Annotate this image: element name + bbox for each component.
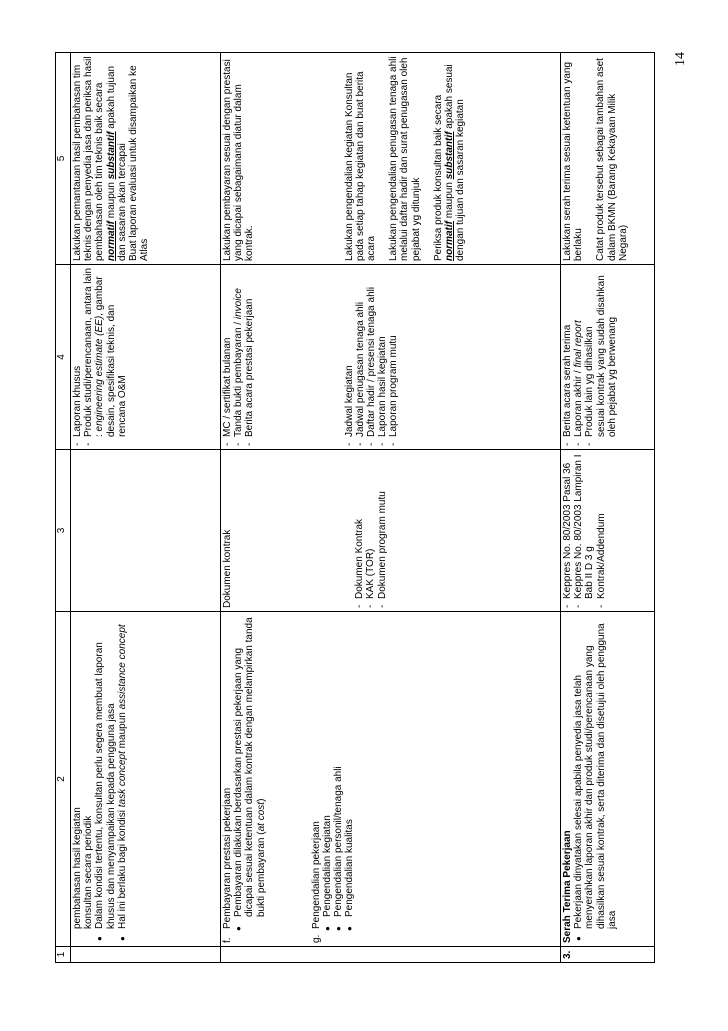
evaluation-table <box>55 52 655 963</box>
row3-col2 <box>561 612 655 947</box>
list-item: - Daftar hadir / presensi tenaga ahli <box>366 268 377 446</box>
instruction-text: Buat laporan evaluasi untuk disampaikan ke Atlas <box>128 65 151 261</box>
list-item: ● Pekerjaan dinyatakan selesai apabila penyedia jasa telah menyerahkan laporan akhir dan produk studi/perencanaan yang dihasilkan sesuai kontrak, serta diterima dan disetujui oleh pengguna jasa <box>573 615 618 943</box>
instruction-text: Lakukan serah terima sesuai ketentuan yang berlaku <box>562 61 585 261</box>
instruction-text: Lakukan pengendalian penugasan tenaga ahli melalui daftar hadir dan surat penugasan oleh pejabat yg ditunjuk <box>388 56 422 261</box>
list-item: ● Hal ini berlaku bagi kondisi task concept maupun assistance concept <box>117 615 128 943</box>
list-item: - Laporan khusus <box>72 268 83 446</box>
list-item: - Dokumen program mutu <box>377 453 388 608</box>
list-item: ● Pengendalian kegiatan <box>322 615 333 943</box>
list-item: - Laporan akhir / final report <box>573 268 584 446</box>
row1-col4 <box>71 265 221 450</box>
continued-line: pembahasan hasil kegiatan <box>72 807 83 929</box>
instruction-text: Periksa produk konsultan baik secara normatif maupun substantif apakah sesuai dengan tujuan dan sasaran kegiatan <box>432 64 467 261</box>
row2-col4 <box>221 265 561 450</box>
list-item: - Keppres No. 80/2003 Pasal 36 <box>562 453 573 608</box>
row2-col2 <box>221 612 561 947</box>
row2-col1 <box>221 947 561 963</box>
list-item-continued: sesuai kontrak yang sudah disahkan oleh pejabat yg berwenang <box>595 275 618 437</box>
row3-col4 <box>561 265 655 450</box>
rotated-table-container <box>55 53 655 963</box>
header-row <box>56 53 71 963</box>
section-f-title: f.Pembayaran prestasi pekerjaan <box>222 787 233 943</box>
section-g-title: g.Pengendalian pekerjaan <box>310 821 322 943</box>
instruction-text: Lakukan pembayaran sesuai dengan prestasi yang dicapai sebagaimana diatur dalam kontrak. <box>222 59 256 261</box>
table-row <box>561 53 655 963</box>
list-item: - Produk lain yg dihasilkan <box>584 268 595 446</box>
list-item: ● Pengendalian personil/tenaga ahli <box>333 615 344 943</box>
row2-col5 <box>221 53 561 265</box>
row3-col3 <box>561 450 655 612</box>
list-item: - Kontrak/Addendum <box>596 453 607 608</box>
list-item: - Jadwal kegiatan <box>344 268 355 446</box>
list-item: ● Pengendalian kualitas <box>344 615 355 943</box>
instruction-text: Lakukan pengendalian kegiatan Konsultan pada setiap tahap kegiatan dan buat berita acara <box>343 71 378 261</box>
list-item: - Berita acara serah terima <box>562 268 573 446</box>
page-number: 14 <box>673 52 688 66</box>
row2-col3 <box>221 450 561 612</box>
header-col-5: 5 <box>56 53 71 265</box>
row1-col2 <box>71 612 221 947</box>
header-col-4: 4 <box>56 265 71 450</box>
section-title: Serah Terima Pekerjaan <box>562 830 573 943</box>
list-item: - Laporan hasil kegiatan <box>377 268 388 446</box>
list-item: - Dokumen Kontrak <box>354 453 365 608</box>
row3-col1: 3. <box>561 947 655 963</box>
continued-line: konsultan secara periodik <box>83 815 95 929</box>
instruction-text: Lakukan pemantauan hasil pembahasan tim teknis dengan penyedia jasa dan periksa hasil pembahasan oleh tim teknis baik secara normatif maupun substantif apakah tujuan dan sasaran akan tercapai <box>72 56 128 261</box>
row1-col3 <box>71 450 221 612</box>
list-item: - Produk studi/perencanaan, antara lain : engineering estimate (EE), gambar desain, spesifikasi teknis, dan rencana O&M <box>83 268 128 446</box>
table-row <box>221 53 561 963</box>
table-row <box>71 53 221 963</box>
list-item: - KAK (TOR) <box>365 453 376 608</box>
list-item: ● Pembayaran dilakukan berdasarkan prestasi pekerjaan yang dicapai sesuai ketentuan dalam kontrak dengan melampirkan tanda bukti pembayaran (at cost) <box>233 615 267 943</box>
list-item: ● Dalam kondisi tertentu, konsultan perlu segera membuat laporan khusus dan menyampaikan kepada pengguna jasa <box>94 615 116 943</box>
reference-text: Dokumen kontrak <box>222 529 233 608</box>
list-item: - Laporan program mutu <box>388 268 399 446</box>
header-col-3: 3 <box>56 450 71 612</box>
list-item: - MC / sertifikat bulanan <box>222 268 233 446</box>
row1-col1 <box>71 947 221 963</box>
header-col-1: 1 <box>56 947 71 963</box>
instruction-text: Catat produk tersebut sebagai tambahan aset dalam BKMN (Barang Kekayaan Milik Negara) <box>595 58 629 261</box>
header-col-2: 2 <box>56 612 71 947</box>
list-item: - Berita acara prestasi pekerjaan <box>244 268 255 446</box>
row1-col5 <box>71 53 221 265</box>
list-item: - Tanda bukti pembayaran / invoice <box>233 268 244 446</box>
list-item: - Keppres No. 80/2003 Lampiran I Bab II D 3 g <box>573 453 595 608</box>
row3-col5 <box>561 53 655 265</box>
list-item: - Jadwal penugasan tenaga ahli <box>355 268 366 446</box>
